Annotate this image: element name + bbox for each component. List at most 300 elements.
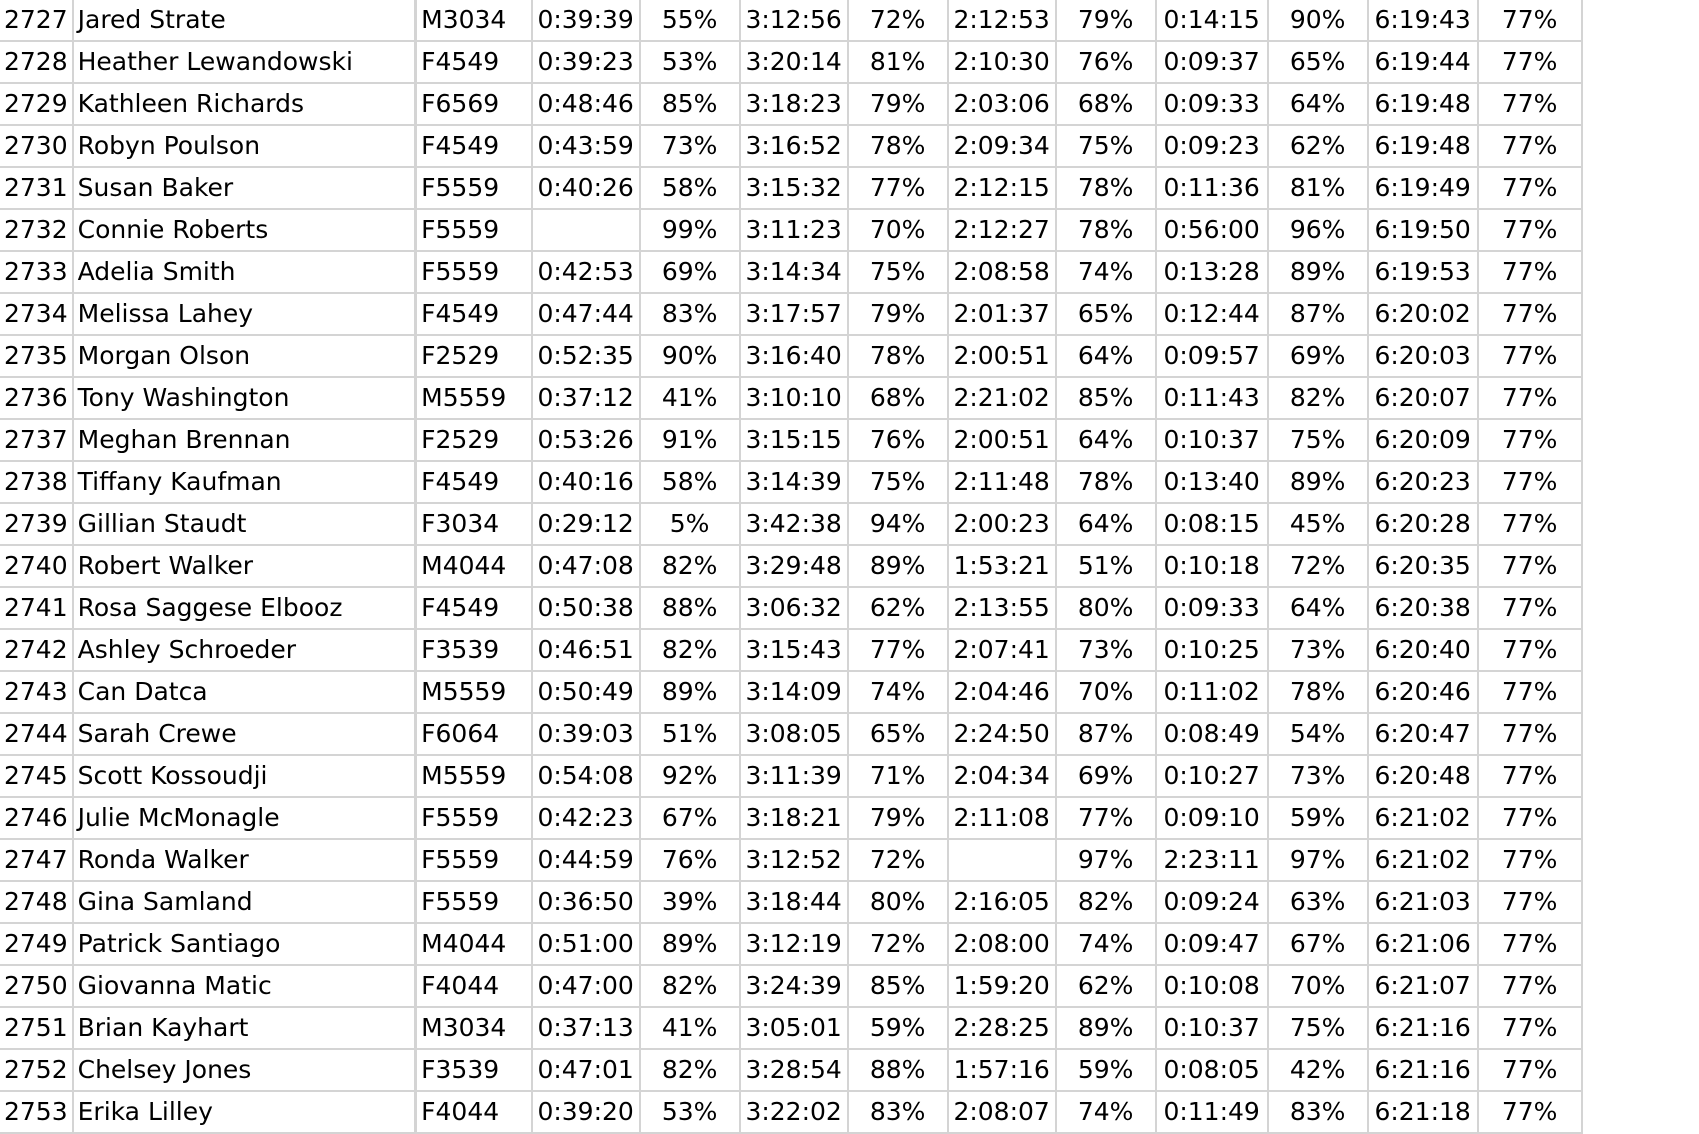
bike-time-cell[interactable]: 3:16:40 bbox=[740, 335, 848, 377]
swim-time-cell[interactable]: 0:47:08 bbox=[532, 545, 640, 587]
athlete-name-cell[interactable]: Robyn Poulson bbox=[73, 125, 416, 167]
total-percent-cell[interactable]: 77% bbox=[1478, 377, 1582, 419]
total-time-cell[interactable]: 6:20:09 bbox=[1368, 419, 1478, 461]
transition-percent-cell[interactable]: 70% bbox=[1268, 965, 1368, 1007]
total-time-cell[interactable]: 6:21:07 bbox=[1368, 965, 1478, 1007]
total-percent-cell[interactable]: 77% bbox=[1478, 503, 1582, 545]
total-time-cell[interactable]: 6:21:16 bbox=[1368, 1007, 1478, 1049]
bike-percent-cell[interactable]: 79% bbox=[848, 797, 948, 839]
bib-number-cell[interactable]: 2745 bbox=[0, 755, 73, 797]
transition-time-cell[interactable]: 0:09:23 bbox=[1156, 125, 1268, 167]
bike-percent-cell[interactable]: 59% bbox=[848, 1007, 948, 1049]
bib-number-cell[interactable]: 2753 bbox=[0, 1091, 73, 1133]
swim-percent-cell[interactable]: 91% bbox=[640, 419, 740, 461]
bike-percent-cell[interactable]: 85% bbox=[848, 965, 948, 1007]
athlete-name-cell[interactable]: Patrick Santiago bbox=[73, 923, 416, 965]
run-time-cell[interactable]: 2:08:58 bbox=[948, 251, 1056, 293]
total-percent-cell[interactable]: 77% bbox=[1478, 167, 1582, 209]
total-percent-cell[interactable]: 77% bbox=[1478, 83, 1582, 125]
transition-time-cell[interactable]: 0:11:43 bbox=[1156, 377, 1268, 419]
table-row[interactable] bbox=[0, 755, 1582, 797]
transition-percent-cell[interactable]: 78% bbox=[1268, 671, 1368, 713]
total-percent-cell[interactable]: 77% bbox=[1478, 335, 1582, 377]
bike-time-cell[interactable]: 3:15:15 bbox=[740, 419, 848, 461]
total-time-cell[interactable]: 6:20:07 bbox=[1368, 377, 1478, 419]
bike-percent-cell[interactable]: 75% bbox=[848, 251, 948, 293]
transition-time-cell[interactable]: 0:09:33 bbox=[1156, 83, 1268, 125]
swim-time-cell[interactable]: 0:51:00 bbox=[532, 923, 640, 965]
transition-percent-cell[interactable]: 83% bbox=[1268, 1091, 1368, 1133]
transition-time-cell[interactable]: 0:11:49 bbox=[1156, 1091, 1268, 1133]
transition-percent-cell[interactable]: 96% bbox=[1268, 209, 1368, 251]
run-time-cell[interactable]: 1:57:16 bbox=[948, 1049, 1056, 1091]
total-time-cell[interactable]: 6:20:02 bbox=[1368, 293, 1478, 335]
swim-time-cell[interactable]: 0:37:12 bbox=[532, 377, 640, 419]
bib-number-cell[interactable]: 2729 bbox=[0, 83, 73, 125]
run-percent-cell[interactable]: 89% bbox=[1056, 1007, 1156, 1049]
bike-percent-cell[interactable]: 72% bbox=[848, 0, 948, 41]
transition-percent-cell[interactable]: 73% bbox=[1268, 755, 1368, 797]
run-time-cell[interactable]: 2:08:00 bbox=[948, 923, 1056, 965]
bike-time-cell[interactable]: 3:10:10 bbox=[740, 377, 848, 419]
transition-time-cell[interactable]: 0:11:02 bbox=[1156, 671, 1268, 713]
run-time-cell[interactable]: 2:08:07 bbox=[948, 1091, 1056, 1133]
bike-time-cell[interactable]: 3:29:48 bbox=[740, 545, 848, 587]
total-time-cell[interactable]: 6:21:06 bbox=[1368, 923, 1478, 965]
athlete-name-cell[interactable]: Heather Lewandowski bbox=[73, 41, 416, 83]
swim-time-cell[interactable]: 0:54:08 bbox=[532, 755, 640, 797]
athlete-name-cell[interactable]: Julie McMonagle bbox=[73, 797, 416, 839]
table-row[interactable] bbox=[0, 125, 1582, 167]
total-percent-cell[interactable]: 77% bbox=[1478, 923, 1582, 965]
division-cell[interactable]: F3034 bbox=[416, 503, 532, 545]
bib-number-cell[interactable]: 2731 bbox=[0, 167, 73, 209]
run-percent-cell[interactable]: 78% bbox=[1056, 167, 1156, 209]
total-time-cell[interactable]: 6:21:02 bbox=[1368, 839, 1478, 881]
table-row[interactable] bbox=[0, 167, 1582, 209]
run-time-cell[interactable]: 2:12:15 bbox=[948, 167, 1056, 209]
bike-time-cell[interactable]: 3:16:52 bbox=[740, 125, 848, 167]
division-cell[interactable]: F5559 bbox=[416, 839, 532, 881]
transition-time-cell[interactable]: 2:23:11 bbox=[1156, 839, 1268, 881]
bike-time-cell[interactable]: 3:18:21 bbox=[740, 797, 848, 839]
table-row[interactable] bbox=[0, 587, 1582, 629]
transition-time-cell[interactable]: 0:10:08 bbox=[1156, 965, 1268, 1007]
division-cell[interactable]: M4044 bbox=[416, 545, 532, 587]
transition-time-cell[interactable]: 0:56:00 bbox=[1156, 209, 1268, 251]
swim-time-cell[interactable]: 0:50:49 bbox=[532, 671, 640, 713]
bib-number-cell[interactable]: 2737 bbox=[0, 419, 73, 461]
bike-time-cell[interactable]: 3:11:39 bbox=[740, 755, 848, 797]
athlete-name-cell[interactable]: Brian Kayhart bbox=[73, 1007, 416, 1049]
total-time-cell[interactable]: 6:19:53 bbox=[1368, 251, 1478, 293]
athlete-name-cell[interactable]: Kathleen Richards bbox=[73, 83, 416, 125]
bike-time-cell[interactable]: 3:17:57 bbox=[740, 293, 848, 335]
division-cell[interactable]: M5559 bbox=[416, 755, 532, 797]
swim-percent-cell[interactable]: 73% bbox=[640, 125, 740, 167]
division-cell[interactable]: F6064 bbox=[416, 713, 532, 755]
total-time-cell[interactable]: 6:19:43 bbox=[1368, 0, 1478, 41]
bike-time-cell[interactable]: 3:06:32 bbox=[740, 587, 848, 629]
swim-percent-cell[interactable]: 88% bbox=[640, 587, 740, 629]
transition-time-cell[interactable]: 0:10:25 bbox=[1156, 629, 1268, 671]
run-percent-cell[interactable]: 64% bbox=[1056, 503, 1156, 545]
bike-percent-cell[interactable]: 72% bbox=[848, 839, 948, 881]
run-percent-cell[interactable]: 68% bbox=[1056, 83, 1156, 125]
table-row[interactable] bbox=[0, 461, 1582, 503]
total-percent-cell[interactable]: 77% bbox=[1478, 671, 1582, 713]
run-percent-cell[interactable]: 87% bbox=[1056, 713, 1156, 755]
transition-time-cell[interactable]: 0:10:37 bbox=[1156, 419, 1268, 461]
bike-percent-cell[interactable]: 79% bbox=[848, 83, 948, 125]
run-percent-cell[interactable]: 78% bbox=[1056, 461, 1156, 503]
swim-percent-cell[interactable]: 82% bbox=[640, 1049, 740, 1091]
table-row[interactable] bbox=[0, 377, 1582, 419]
transition-percent-cell[interactable]: 67% bbox=[1268, 923, 1368, 965]
bib-number-cell[interactable]: 2732 bbox=[0, 209, 73, 251]
transition-percent-cell[interactable]: 90% bbox=[1268, 0, 1368, 41]
transition-time-cell[interactable]: 0:11:36 bbox=[1156, 167, 1268, 209]
swim-time-cell[interactable]: 0:40:16 bbox=[532, 461, 640, 503]
run-time-cell[interactable]: 2:04:34 bbox=[948, 755, 1056, 797]
transition-percent-cell[interactable]: 59% bbox=[1268, 797, 1368, 839]
swim-percent-cell[interactable]: 41% bbox=[640, 377, 740, 419]
run-time-cell[interactable]: 2:24:50 bbox=[948, 713, 1056, 755]
run-percent-cell[interactable]: 64% bbox=[1056, 335, 1156, 377]
athlete-name-cell[interactable]: Connie Roberts bbox=[73, 209, 416, 251]
bib-number-cell[interactable]: 2750 bbox=[0, 965, 73, 1007]
run-time-cell[interactable]: 2:11:48 bbox=[948, 461, 1056, 503]
total-percent-cell[interactable]: 77% bbox=[1478, 125, 1582, 167]
transition-percent-cell[interactable]: 64% bbox=[1268, 83, 1368, 125]
division-cell[interactable]: F5559 bbox=[416, 209, 532, 251]
athlete-name-cell[interactable]: Robert Walker bbox=[73, 545, 416, 587]
swim-percent-cell[interactable]: 5% bbox=[640, 503, 740, 545]
bib-number-cell[interactable]: 2728 bbox=[0, 41, 73, 83]
bike-percent-cell[interactable]: 78% bbox=[848, 335, 948, 377]
table-row[interactable] bbox=[0, 251, 1582, 293]
swim-time-cell[interactable]: 0:39:03 bbox=[532, 713, 640, 755]
bike-percent-cell[interactable]: 83% bbox=[848, 1091, 948, 1133]
athlete-name-cell[interactable]: Meghan Brennan bbox=[73, 419, 416, 461]
total-percent-cell[interactable]: 77% bbox=[1478, 587, 1582, 629]
total-percent-cell[interactable]: 77% bbox=[1478, 839, 1582, 881]
division-cell[interactable]: M5559 bbox=[416, 377, 532, 419]
table-row[interactable] bbox=[0, 1007, 1582, 1049]
bike-time-cell[interactable]: 3:14:09 bbox=[740, 671, 848, 713]
bike-time-cell[interactable]: 3:11:23 bbox=[740, 209, 848, 251]
swim-percent-cell[interactable]: 85% bbox=[640, 83, 740, 125]
bike-percent-cell[interactable]: 81% bbox=[848, 41, 948, 83]
run-percent-cell[interactable]: 74% bbox=[1056, 923, 1156, 965]
run-percent-cell[interactable]: 70% bbox=[1056, 671, 1156, 713]
transition-time-cell[interactable]: 0:12:44 bbox=[1156, 293, 1268, 335]
transition-time-cell[interactable]: 0:08:15 bbox=[1156, 503, 1268, 545]
swim-percent-cell[interactable]: 69% bbox=[640, 251, 740, 293]
run-percent-cell[interactable]: 77% bbox=[1056, 797, 1156, 839]
total-percent-cell[interactable]: 77% bbox=[1478, 1049, 1582, 1091]
bike-time-cell[interactable]: 3:12:19 bbox=[740, 923, 848, 965]
bib-number-cell[interactable]: 2748 bbox=[0, 881, 73, 923]
bike-time-cell[interactable]: 3:15:43 bbox=[740, 629, 848, 671]
total-time-cell[interactable]: 6:20:47 bbox=[1368, 713, 1478, 755]
transition-time-cell[interactable]: 0:09:57 bbox=[1156, 335, 1268, 377]
division-cell[interactable]: M4044 bbox=[416, 923, 532, 965]
bib-number-cell[interactable]: 2739 bbox=[0, 503, 73, 545]
swim-time-cell[interactable]: 0:48:46 bbox=[532, 83, 640, 125]
table-row[interactable] bbox=[0, 209, 1582, 251]
table-row[interactable] bbox=[0, 335, 1582, 377]
table-row[interactable] bbox=[0, 503, 1582, 545]
table-row[interactable] bbox=[0, 419, 1582, 461]
swim-percent-cell[interactable]: 92% bbox=[640, 755, 740, 797]
bike-time-cell[interactable]: 3:42:38 bbox=[740, 503, 848, 545]
athlete-name-cell[interactable]: Rosa Saggese Elbooz bbox=[73, 587, 416, 629]
transition-percent-cell[interactable]: 69% bbox=[1268, 335, 1368, 377]
run-time-cell[interactable]: 2:00:23 bbox=[948, 503, 1056, 545]
transition-time-cell[interactable]: 0:09:33 bbox=[1156, 587, 1268, 629]
bike-percent-cell[interactable]: 79% bbox=[848, 293, 948, 335]
transition-time-cell[interactable]: 0:09:47 bbox=[1156, 923, 1268, 965]
run-percent-cell[interactable]: 74% bbox=[1056, 1091, 1156, 1133]
total-percent-cell[interactable]: 77% bbox=[1478, 41, 1582, 83]
division-cell[interactable]: F4549 bbox=[416, 587, 532, 629]
run-percent-cell[interactable]: 69% bbox=[1056, 755, 1156, 797]
transition-percent-cell[interactable]: 97% bbox=[1268, 839, 1368, 881]
total-time-cell[interactable]: 6:19:48 bbox=[1368, 125, 1478, 167]
total-percent-cell[interactable]: 77% bbox=[1478, 1091, 1582, 1133]
bib-number-cell[interactable]: 2735 bbox=[0, 335, 73, 377]
bib-number-cell[interactable]: 2749 bbox=[0, 923, 73, 965]
athlete-name-cell[interactable]: Tiffany Kaufman bbox=[73, 461, 416, 503]
bike-percent-cell[interactable]: 77% bbox=[848, 167, 948, 209]
swim-time-cell[interactable]: 0:42:23 bbox=[532, 797, 640, 839]
table-row[interactable] bbox=[0, 671, 1582, 713]
swim-percent-cell[interactable]: 67% bbox=[640, 797, 740, 839]
run-percent-cell[interactable]: 80% bbox=[1056, 587, 1156, 629]
transition-percent-cell[interactable]: 54% bbox=[1268, 713, 1368, 755]
transition-time-cell[interactable]: 0:09:24 bbox=[1156, 881, 1268, 923]
swim-time-cell[interactable]: 0:47:44 bbox=[532, 293, 640, 335]
transition-percent-cell[interactable]: 89% bbox=[1268, 461, 1368, 503]
transition-percent-cell[interactable]: 45% bbox=[1268, 503, 1368, 545]
swim-percent-cell[interactable]: 53% bbox=[640, 1091, 740, 1133]
swim-time-cell[interactable]: 0:40:26 bbox=[532, 167, 640, 209]
division-cell[interactable]: F2529 bbox=[416, 419, 532, 461]
swim-percent-cell[interactable]: 82% bbox=[640, 965, 740, 1007]
total-time-cell[interactable]: 6:20:28 bbox=[1368, 503, 1478, 545]
swim-time-cell[interactable]: 0:50:38 bbox=[532, 587, 640, 629]
swim-percent-cell[interactable]: 58% bbox=[640, 461, 740, 503]
bike-time-cell[interactable]: 3:18:23 bbox=[740, 83, 848, 125]
bib-number-cell[interactable]: 2734 bbox=[0, 293, 73, 335]
bike-percent-cell[interactable]: 74% bbox=[848, 671, 948, 713]
swim-time-cell[interactable]: 0:39:20 bbox=[532, 1091, 640, 1133]
swim-percent-cell[interactable]: 83% bbox=[640, 293, 740, 335]
bib-number-cell[interactable]: 2751 bbox=[0, 1007, 73, 1049]
total-percent-cell[interactable]: 77% bbox=[1478, 797, 1582, 839]
bike-time-cell[interactable]: 3:24:39 bbox=[740, 965, 848, 1007]
swim-percent-cell[interactable]: 53% bbox=[640, 41, 740, 83]
run-percent-cell[interactable]: 73% bbox=[1056, 629, 1156, 671]
bike-time-cell[interactable]: 3:18:44 bbox=[740, 881, 848, 923]
bike-time-cell[interactable]: 3:20:14 bbox=[740, 41, 848, 83]
total-percent-cell[interactable]: 77% bbox=[1478, 293, 1582, 335]
division-cell[interactable]: M3034 bbox=[416, 1007, 532, 1049]
division-cell[interactable]: F4549 bbox=[416, 41, 532, 83]
bike-percent-cell[interactable]: 75% bbox=[848, 461, 948, 503]
bike-percent-cell[interactable]: 70% bbox=[848, 209, 948, 251]
transition-percent-cell[interactable]: 87% bbox=[1268, 293, 1368, 335]
division-cell[interactable]: F4549 bbox=[416, 461, 532, 503]
swim-time-cell[interactable]: 0:43:59 bbox=[532, 125, 640, 167]
total-percent-cell[interactable]: 77% bbox=[1478, 545, 1582, 587]
bike-percent-cell[interactable]: 77% bbox=[848, 629, 948, 671]
total-time-cell[interactable]: 6:20:03 bbox=[1368, 335, 1478, 377]
bike-percent-cell[interactable]: 94% bbox=[848, 503, 948, 545]
run-time-cell[interactable]: 1:53:21 bbox=[948, 545, 1056, 587]
bike-percent-cell[interactable]: 65% bbox=[848, 713, 948, 755]
table-row[interactable] bbox=[0, 965, 1582, 1007]
run-time-cell[interactable]: 2:03:06 bbox=[948, 83, 1056, 125]
bib-number-cell[interactable]: 2738 bbox=[0, 461, 73, 503]
transition-percent-cell[interactable]: 75% bbox=[1268, 419, 1368, 461]
total-percent-cell[interactable]: 77% bbox=[1478, 419, 1582, 461]
bike-percent-cell[interactable]: 76% bbox=[848, 419, 948, 461]
transition-percent-cell[interactable]: 42% bbox=[1268, 1049, 1368, 1091]
run-time-cell[interactable]: 2:16:05 bbox=[948, 881, 1056, 923]
transition-time-cell[interactable]: 0:09:10 bbox=[1156, 797, 1268, 839]
swim-time-cell[interactable]: 0:46:51 bbox=[532, 629, 640, 671]
run-time-cell[interactable]: 2:11:08 bbox=[948, 797, 1056, 839]
athlete-name-cell[interactable]: Adelia Smith bbox=[73, 251, 416, 293]
bib-number-cell[interactable]: 2741 bbox=[0, 587, 73, 629]
run-time-cell[interactable] bbox=[948, 839, 1056, 881]
run-time-cell[interactable]: 2:10:30 bbox=[948, 41, 1056, 83]
division-cell[interactable]: F4044 bbox=[416, 1091, 532, 1133]
division-cell[interactable]: F5559 bbox=[416, 797, 532, 839]
swim-time-cell[interactable]: 0:29:12 bbox=[532, 503, 640, 545]
total-percent-cell[interactable]: 77% bbox=[1478, 0, 1582, 41]
swim-percent-cell[interactable]: 76% bbox=[640, 839, 740, 881]
bib-number-cell[interactable]: 2730 bbox=[0, 125, 73, 167]
table-row[interactable] bbox=[0, 41, 1582, 83]
athlete-name-cell[interactable]: Scott Kossoudji bbox=[73, 755, 416, 797]
transition-percent-cell[interactable]: 64% bbox=[1268, 587, 1368, 629]
athlete-name-cell[interactable]: Erika Lilley bbox=[73, 1091, 416, 1133]
bike-time-cell[interactable]: 3:22:02 bbox=[740, 1091, 848, 1133]
division-cell[interactable]: F5559 bbox=[416, 881, 532, 923]
run-time-cell[interactable]: 2:21:02 bbox=[948, 377, 1056, 419]
division-cell[interactable]: F5559 bbox=[416, 251, 532, 293]
table-row[interactable] bbox=[0, 0, 1582, 41]
total-percent-cell[interactable]: 77% bbox=[1478, 881, 1582, 923]
run-time-cell[interactable]: 2:12:53 bbox=[948, 0, 1056, 41]
division-cell[interactable]: F4549 bbox=[416, 125, 532, 167]
bike-percent-cell[interactable]: 89% bbox=[848, 545, 948, 587]
swim-percent-cell[interactable]: 89% bbox=[640, 923, 740, 965]
bike-time-cell[interactable]: 3:12:56 bbox=[740, 0, 848, 41]
transition-time-cell[interactable]: 0:08:05 bbox=[1156, 1049, 1268, 1091]
bib-number-cell[interactable]: 2744 bbox=[0, 713, 73, 755]
transition-percent-cell[interactable]: 73% bbox=[1268, 629, 1368, 671]
swim-time-cell[interactable]: 0:47:00 bbox=[532, 965, 640, 1007]
swim-time-cell[interactable]: 0:39:39 bbox=[532, 0, 640, 41]
athlete-name-cell[interactable]: Tony Washington bbox=[73, 377, 416, 419]
run-time-cell[interactable]: 2:04:46 bbox=[948, 671, 1056, 713]
total-time-cell[interactable]: 6:19:44 bbox=[1368, 41, 1478, 83]
total-time-cell[interactable]: 6:19:48 bbox=[1368, 83, 1478, 125]
table-row[interactable] bbox=[0, 83, 1582, 125]
total-time-cell[interactable]: 6:20:48 bbox=[1368, 755, 1478, 797]
swim-time-cell[interactable]: 0:52:35 bbox=[532, 335, 640, 377]
bike-percent-cell[interactable]: 78% bbox=[848, 125, 948, 167]
transition-time-cell[interactable]: 0:13:40 bbox=[1156, 461, 1268, 503]
run-time-cell[interactable]: 2:00:51 bbox=[948, 419, 1056, 461]
athlete-name-cell[interactable]: Can Datca bbox=[73, 671, 416, 713]
bib-number-cell[interactable]: 2752 bbox=[0, 1049, 73, 1091]
bib-number-cell[interactable]: 2747 bbox=[0, 839, 73, 881]
swim-time-cell[interactable] bbox=[532, 209, 640, 251]
bike-percent-cell[interactable]: 80% bbox=[848, 881, 948, 923]
bike-time-cell[interactable]: 3:05:01 bbox=[740, 1007, 848, 1049]
swim-time-cell[interactable]: 0:44:59 bbox=[532, 839, 640, 881]
transition-percent-cell[interactable]: 75% bbox=[1268, 1007, 1368, 1049]
swim-time-cell[interactable]: 0:47:01 bbox=[532, 1049, 640, 1091]
total-time-cell[interactable]: 6:20:23 bbox=[1368, 461, 1478, 503]
athlete-name-cell[interactable]: Jared Strate bbox=[73, 0, 416, 41]
swim-percent-cell[interactable]: 51% bbox=[640, 713, 740, 755]
athlete-name-cell[interactable]: Giovanna Matic bbox=[73, 965, 416, 1007]
total-percent-cell[interactable]: 77% bbox=[1478, 251, 1582, 293]
total-percent-cell[interactable]: 77% bbox=[1478, 461, 1582, 503]
bib-number-cell[interactable]: 2743 bbox=[0, 671, 73, 713]
total-time-cell[interactable]: 6:20:35 bbox=[1368, 545, 1478, 587]
table-row[interactable] bbox=[0, 1049, 1582, 1091]
athlete-name-cell[interactable]: Susan Baker bbox=[73, 167, 416, 209]
total-time-cell[interactable]: 6:19:50 bbox=[1368, 209, 1478, 251]
run-percent-cell[interactable]: 74% bbox=[1056, 251, 1156, 293]
table-row[interactable] bbox=[0, 923, 1582, 965]
transition-percent-cell[interactable]: 82% bbox=[1268, 377, 1368, 419]
swim-time-cell[interactable]: 0:37:13 bbox=[532, 1007, 640, 1049]
transition-time-cell[interactable]: 0:10:18 bbox=[1156, 545, 1268, 587]
transition-percent-cell[interactable]: 81% bbox=[1268, 167, 1368, 209]
division-cell[interactable]: F6569 bbox=[416, 83, 532, 125]
division-cell[interactable]: F3539 bbox=[416, 629, 532, 671]
total-percent-cell[interactable]: 77% bbox=[1478, 209, 1582, 251]
run-percent-cell[interactable]: 59% bbox=[1056, 1049, 1156, 1091]
transition-time-cell[interactable]: 0:10:27 bbox=[1156, 755, 1268, 797]
bike-percent-cell[interactable]: 68% bbox=[848, 377, 948, 419]
transition-percent-cell[interactable]: 65% bbox=[1268, 41, 1368, 83]
run-percent-cell[interactable]: 62% bbox=[1056, 965, 1156, 1007]
run-percent-cell[interactable]: 76% bbox=[1056, 41, 1156, 83]
run-time-cell[interactable]: 2:01:37 bbox=[948, 293, 1056, 335]
swim-percent-cell[interactable]: 58% bbox=[640, 167, 740, 209]
transition-time-cell[interactable]: 0:09:37 bbox=[1156, 41, 1268, 83]
bike-percent-cell[interactable]: 88% bbox=[848, 1049, 948, 1091]
run-percent-cell[interactable]: 78% bbox=[1056, 209, 1156, 251]
run-time-cell[interactable]: 2:00:51 bbox=[948, 335, 1056, 377]
total-percent-cell[interactable]: 77% bbox=[1478, 713, 1582, 755]
run-percent-cell[interactable]: 79% bbox=[1056, 0, 1156, 41]
bib-number-cell[interactable]: 2742 bbox=[0, 629, 73, 671]
athlete-name-cell[interactable]: Morgan Olson bbox=[73, 335, 416, 377]
total-time-cell[interactable]: 6:19:49 bbox=[1368, 167, 1478, 209]
division-cell[interactable]: F4044 bbox=[416, 965, 532, 1007]
swim-time-cell[interactable]: 0:53:26 bbox=[532, 419, 640, 461]
